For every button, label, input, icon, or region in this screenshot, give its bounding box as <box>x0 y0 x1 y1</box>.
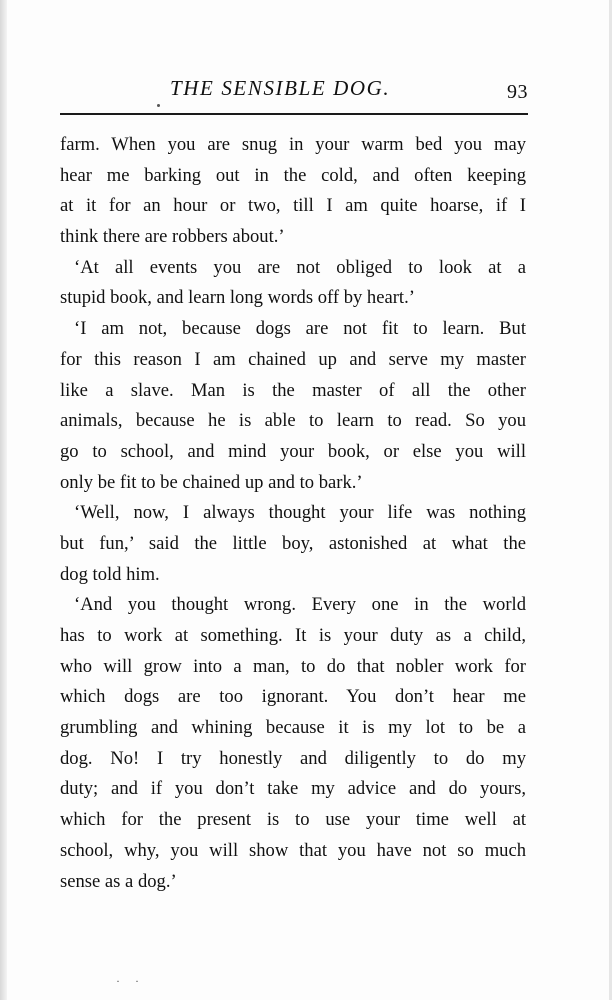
text-line: think there are robbers about.’ <box>60 226 285 248</box>
text-line: who will grow into a man, to do that nobler work for <box>60 655 526 677</box>
text-line: duty; and if you don’t take my advice and do yours, <box>60 778 526 800</box>
text-line: farm. When you are snug in your warm bed you may <box>60 134 526 155</box>
running-title: THE SENSIBLE DOG. <box>170 76 391 100</box>
text-line: ‘Well, now, I always thought your life was nothing <box>74 502 526 524</box>
text-line: animals, because he is able to learn to read. So you <box>60 410 526 432</box>
text-line: ‘And you thought wrong. Every one in the world <box>74 594 526 616</box>
header-rule <box>60 113 528 115</box>
text-line: like a slave. Man is the master of all the other <box>60 379 526 401</box>
text-line: which dogs are too ignorant. You don’t hear me <box>60 686 526 708</box>
text-line: dog. No! I try honestly and diligently to do my <box>60 747 526 769</box>
text-line: only be fit to be chained up and to bark.’ <box>60 471 363 493</box>
text-line: dog told him. <box>60 563 160 585</box>
page-number: 93 <box>507 81 528 103</box>
body-text <box>60 130 526 897</box>
text-line: stupid book, and learn long words off by heart.’ <box>60 287 415 309</box>
text-line: for this reason I am chained up and serve my master <box>60 348 526 370</box>
page-gutter-shadow <box>0 0 7 1000</box>
text-line: ‘I am not, because dogs are not fit to learn. But <box>74 318 526 340</box>
text-line: hear me barking out in the cold, and often keeping <box>60 164 526 186</box>
text-line: school, why, you will show that you have not so much <box>60 839 526 861</box>
text-line: ‘At all events you are not obliged to look at a <box>74 256 526 278</box>
print-speck <box>157 104 160 107</box>
text-line: has to work at something. It is your duty as a child, <box>60 625 526 646</box>
text-line: which for the present is to use your time well at <box>60 809 526 831</box>
print-specks: · · <box>116 974 145 988</box>
text-line: at it for an hour or two, till I am quite hoarse, if I <box>60 195 526 217</box>
text-line: go to school, and mind your book, or else you will <box>60 440 526 462</box>
text-line: but fun,’ said the little boy, astonished at what the <box>60 532 526 554</box>
text-line: grumbling and whining because it is my lot to be a <box>60 717 526 739</box>
running-head <box>60 76 528 106</box>
text-line: sense as a dog.’ <box>60 870 177 892</box>
